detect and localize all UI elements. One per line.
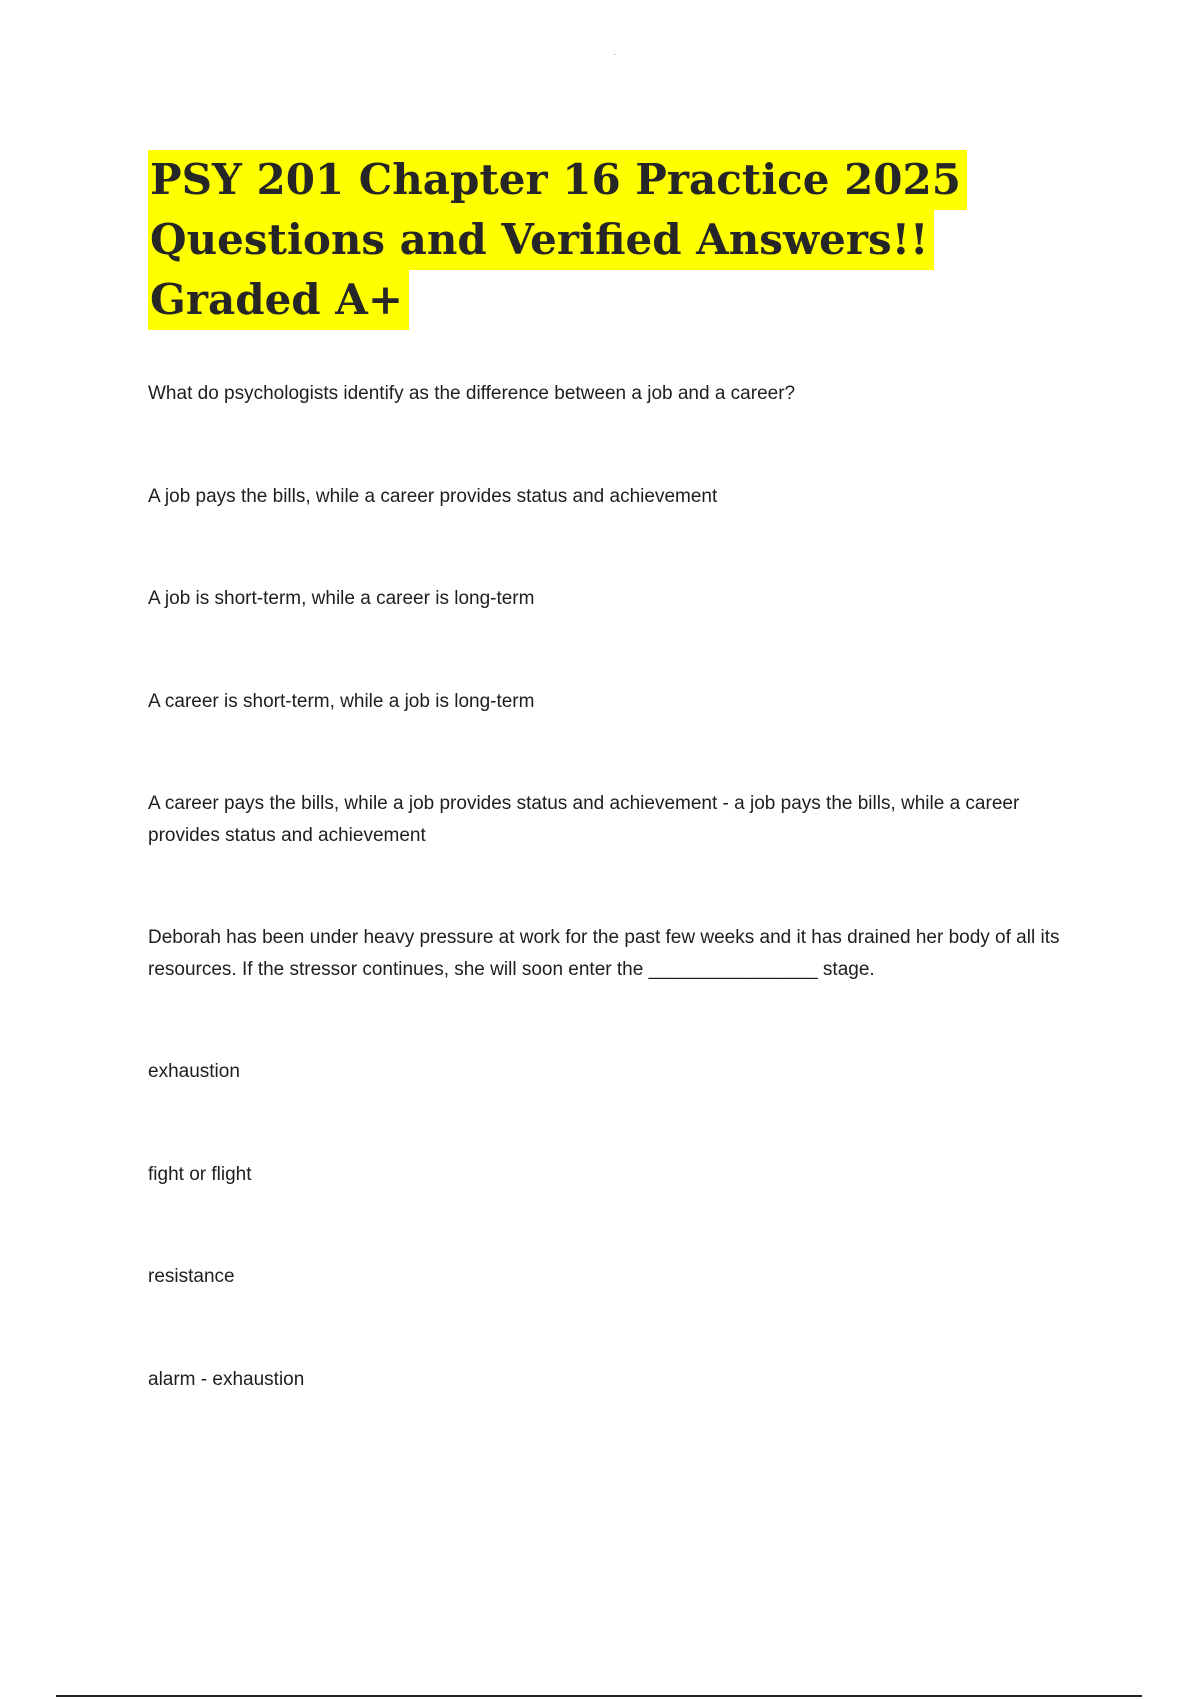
answer-option: A job is short-term, while a career is long-term	[148, 588, 535, 609]
page-bottom-rule	[56, 1695, 1142, 1697]
answer-option: exhaustion	[148, 1061, 240, 1082]
answer-option: resistance	[148, 1266, 235, 1287]
question-1: What do psychologists identify as the difference between a job and a career?	[148, 383, 796, 404]
answer-option-with-key: alarm - exhaustion	[148, 1369, 305, 1390]
page-mark	[614, 54, 616, 55]
question-2: Deborah has been under heavy pressure at work for the past few weeks and it has drained her body of all its resources. If the stressor continues, she will soon enter the ________________ stage.	[148, 927, 1060, 980]
answer-option: fight or flight	[148, 1164, 252, 1185]
answer-option: A job pays the bills, while a career provides status and achievement	[148, 486, 718, 507]
answer-option-with-key: A career pays the bills, while a job provides status and achievement - a job pays the bills, while a career provides status and achievement	[148, 793, 1020, 846]
answer-option: A career is short-term, while a job is long-term	[148, 691, 535, 712]
document-title	[148, 150, 961, 330]
title-line-3: Graded A+	[148, 270, 409, 330]
title-line-2: Questions and Verified Answers!!	[148, 210, 934, 270]
title-line-1: PSY 201 Chapter 16 Practice 2025	[148, 150, 967, 210]
